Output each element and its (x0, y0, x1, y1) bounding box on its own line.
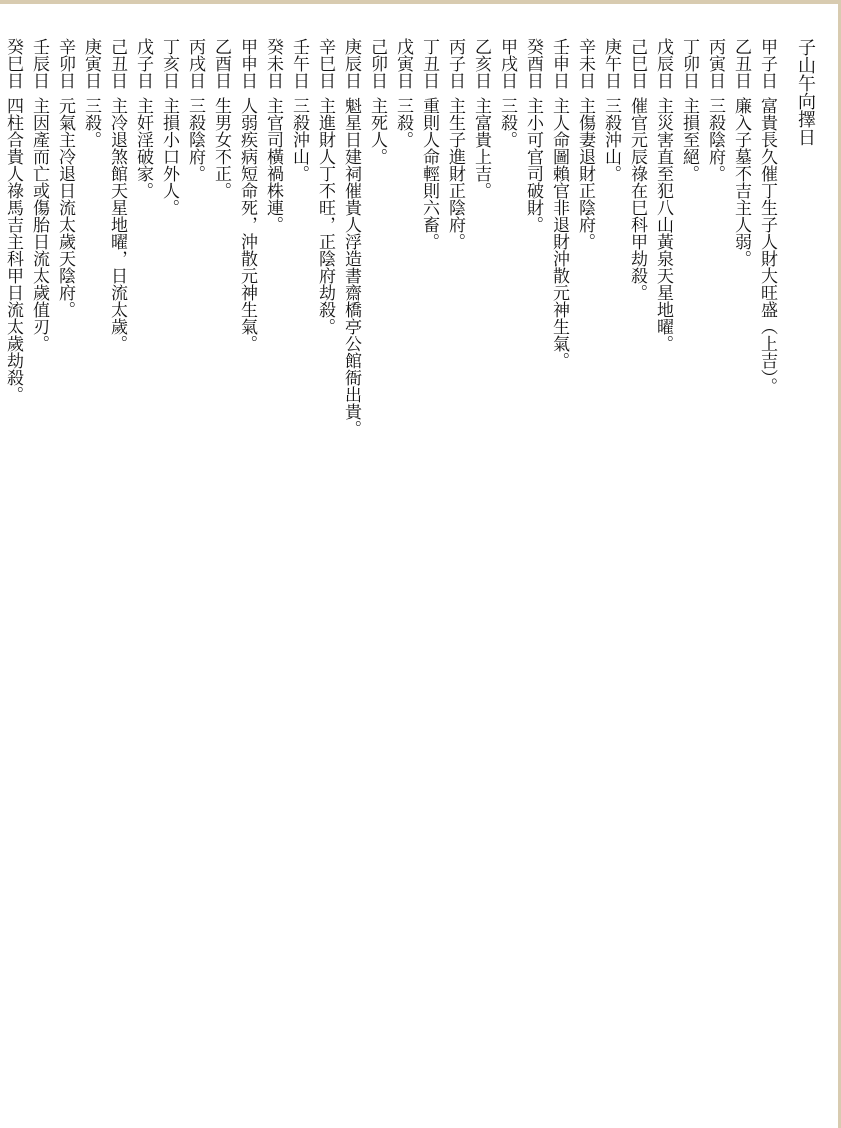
entry-text: 催官元辰祿在巳科甲劫殺。 (627, 97, 647, 301)
list-item (468, 38, 494, 1098)
entry-text: 富貴長久催丁生子人財大旺盛（上吉）。 (757, 97, 777, 395)
entry-text: 魁星日建祠催貴人浮造書齋橋亭公館衙出貴。 (341, 97, 361, 437)
day-label: 乙丑日 (731, 38, 751, 89)
entry-text: 主富貴上吉。 (471, 97, 491, 199)
list-item (390, 38, 416, 1098)
document-page (3, 38, 818, 1098)
day-label: 壬午日 (289, 38, 309, 89)
entry-text: 四柱合貴人祿馬吉主科甲日流太歲劫殺。 (3, 97, 23, 403)
entry-list (0, 38, 780, 1098)
entry-text: 主冷退煞館天星地曜，日流太歲。 (107, 97, 127, 352)
entry-text: 主損至絕。 (679, 97, 699, 182)
entry-text: 主災害直至犯八山黃泉天星地曜。 (653, 97, 673, 352)
list-item (442, 38, 468, 1098)
list-item (312, 38, 338, 1098)
list-item (416, 38, 442, 1098)
day-label: 甲子日 (757, 38, 777, 89)
day-label: 丁卯日 (679, 38, 699, 89)
list-item (728, 38, 754, 1098)
entry-text: 三殺。 (393, 97, 413, 148)
list-item (676, 38, 702, 1098)
day-label: 壬申日 (549, 38, 569, 89)
day-label: 戊子日 (133, 38, 153, 89)
entry-text: 三殺沖山。 (601, 97, 621, 182)
entry-text: 重則人命輕則六畜。 (419, 97, 439, 250)
entry-text: 人弱疾病短命死，沖散元神生氣。 (237, 97, 257, 352)
day-label: 辛卯日 (55, 38, 75, 89)
entry-text: 主進財人丁不旺，正陰府劫殺。 (315, 97, 335, 335)
list-item (546, 38, 572, 1098)
list-item (78, 38, 104, 1098)
list-item (364, 38, 390, 1098)
day-label: 癸酉日 (523, 38, 543, 89)
entry-text: 主官司橫禍株連。 (263, 97, 283, 233)
day-label: 丁丑日 (419, 38, 439, 89)
list-item (130, 38, 156, 1098)
day-label: 乙亥日 (471, 38, 491, 89)
day-label: 戊寅日 (393, 38, 413, 89)
day-label: 庚寅日 (81, 38, 101, 89)
day-label: 辛巳日 (315, 38, 335, 89)
list-item (338, 38, 364, 1098)
day-label: 丙戌日 (185, 38, 205, 89)
entry-text: 廉入子墓不吉主人弱。 (731, 97, 751, 267)
list-item (0, 38, 26, 1098)
entry-text: 元氣主冷退日流太歲天陰府。 (55, 97, 75, 318)
entry-text: 主傷妻退財正陰府。 (575, 97, 595, 250)
entry-text: 三殺陰府。 (705, 97, 725, 182)
day-label: 乙酉日 (211, 38, 231, 89)
day-label: 戊辰日 (653, 38, 673, 89)
day-label: 庚午日 (601, 38, 621, 89)
list-item (624, 38, 650, 1098)
day-label: 己丑日 (107, 38, 127, 89)
top-border (0, 0, 841, 4)
list-item (52, 38, 78, 1098)
list-item (156, 38, 182, 1098)
list-item (208, 38, 234, 1098)
list-item (702, 38, 728, 1098)
day-label: 甲申日 (237, 38, 257, 89)
day-label: 癸巳日 (3, 38, 23, 89)
entry-text: 主因產而亡或傷胎日流太歲值刃。 (29, 97, 49, 352)
entry-text: 主奸淫破家。 (133, 97, 153, 199)
list-item (494, 38, 520, 1098)
list-item (754, 38, 780, 1098)
day-label: 己巳日 (627, 38, 647, 89)
entry-text: 三殺。 (497, 97, 517, 148)
entry-text: 主生子進財正陰府。 (445, 97, 465, 250)
day-label: 壬辰日 (29, 38, 49, 89)
entry-text: 主小可官司破財。 (523, 97, 543, 233)
entry-text: 主死人。 (367, 97, 387, 165)
list-item (286, 38, 312, 1098)
list-item (520, 38, 546, 1098)
list-item (104, 38, 130, 1098)
entry-text: 三殺沖山。 (289, 97, 309, 182)
entry-text: 三殺。 (81, 97, 101, 148)
list-item (182, 38, 208, 1098)
entry-text: 三殺陰府。 (185, 97, 205, 182)
day-label: 甲戌日 (497, 38, 517, 89)
list-item (598, 38, 624, 1098)
list-item (650, 38, 676, 1098)
day-label: 丁亥日 (159, 38, 179, 89)
list-item (26, 38, 52, 1098)
document-title: 子山午向擇日 (795, 38, 816, 146)
day-label: 癸未日 (263, 38, 283, 89)
entry-text: 主人命圖賴官非退財沖散元神生氣。 (549, 97, 569, 369)
day-label: 丙寅日 (705, 38, 725, 89)
entry-text: 主損小口外人。 (159, 97, 179, 216)
day-label: 辛未日 (575, 38, 595, 89)
day-label: 丙子日 (445, 38, 465, 89)
list-item (572, 38, 598, 1098)
entry-text: 生男女不正。 (211, 97, 231, 199)
day-label: 己卯日 (367, 38, 387, 89)
day-label: 庚辰日 (341, 38, 361, 89)
list-item (234, 38, 260, 1098)
list-item (260, 38, 286, 1098)
